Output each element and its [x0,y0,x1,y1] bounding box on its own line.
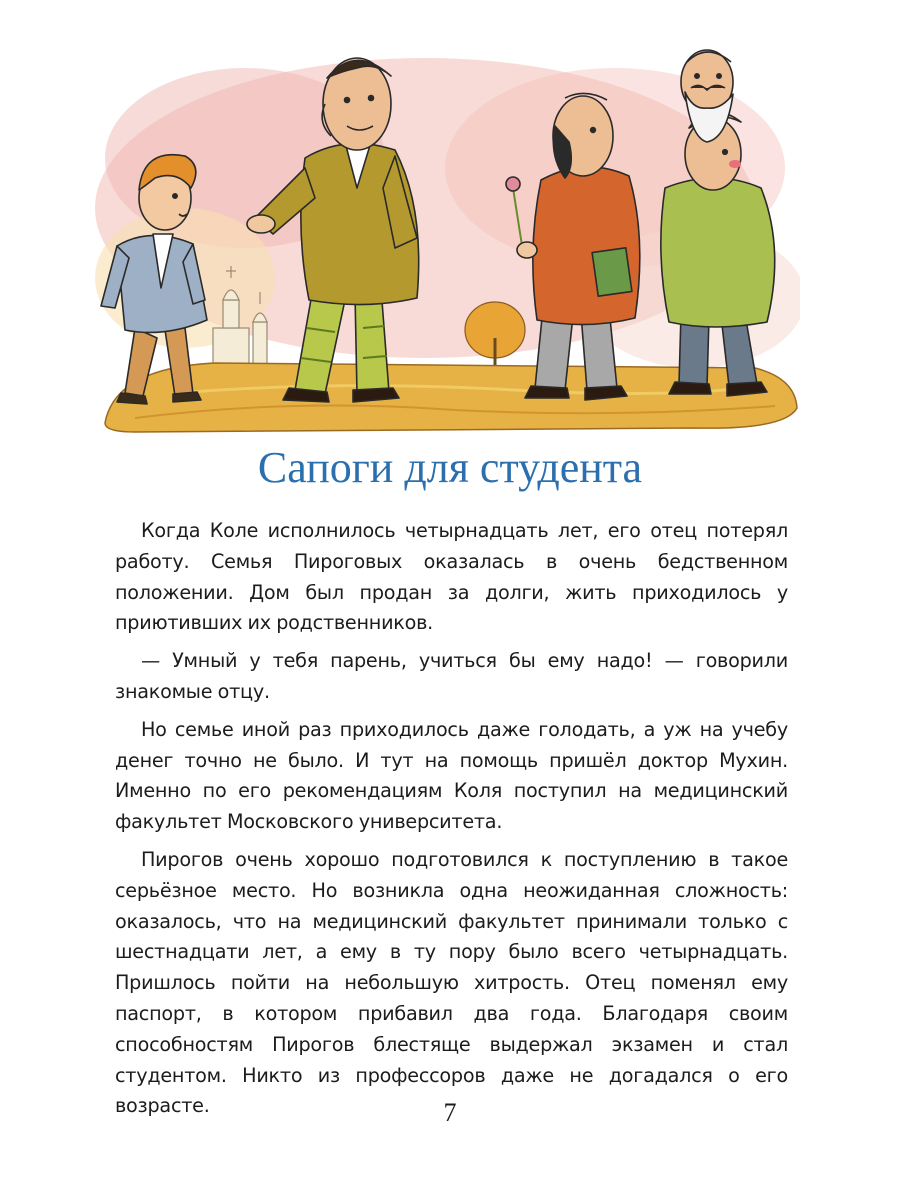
page-number: 7 [443,1098,457,1127]
paragraph-1: Когда Коле исполнилось четырнадцать лет, его отец потерял работу. Семья Пироговых оказалась в очень бедственном положении. Дом был продан за долги, жить приходилось у приютивших их родственников. [115,519,788,635]
paragraph-4: Пирогов очень хорошо подготовился к поступлению в такое серьёзное место. Но возникла одна неожиданная сложность: оказалось, что на медицинский факультет принимали только с шестнадцати лет, а ему в ту пору было всего четырнадцать. Пришлось пойти на небольшую хитрость. Отец поменял ему паспорт, в котором прибавил два года. Благодаря своим способностям Пирогов блестяще выдержал экзамен и стал студентом. Никто из профессоров даже не догадался о его возрасте. [115,847,788,1118]
chapter-body [115,516,788,1129]
paragraph-3: Но семье иной раз приходилось даже голодать, а уж на учебу денег точно не было. И тут на помощь пришёл доктор Мухин. Именно по его рекомендациям Коля поступил на медицинский факультет Московского университета. [115,717,788,834]
chapter-illustration [95,38,800,433]
chapter-title: Сапоги для студента [257,443,643,492]
illustration-svg [95,38,800,433]
paragraph-2: — Умный у тебя парень, учиться бы ему надо! — говорили знакомые отцу. [115,649,788,703]
